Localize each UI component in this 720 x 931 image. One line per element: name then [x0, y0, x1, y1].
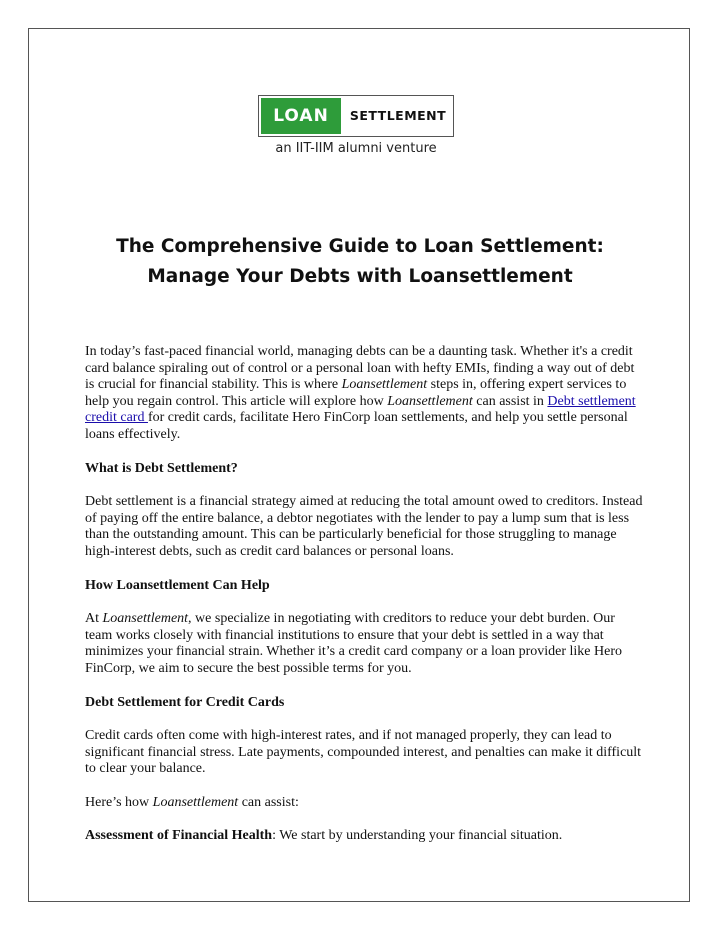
assist-paragraph — [85, 795, 645, 812]
assist-text-1: Here’s how — [85, 794, 153, 810]
logo-loan-text: LOAN — [261, 98, 341, 134]
section2-text-1: At — [85, 611, 103, 627]
intro-text-1: In today’s fast-paced financial world, managing debts can be a daunting task. Whether it's a credit card balance spiraling out of control or a personal loan with hefty EMIs, finding a way out of debt is crucial for financial stability. This is where — [85, 344, 635, 393]
article-body — [85, 344, 645, 862]
debt-settlement-credit-card-link[interactable]: Debt settlement credit card — [85, 393, 636, 426]
assessment-label: Assessment of Financial Health — [85, 828, 273, 844]
intro-paragraph — [85, 344, 645, 444]
logo-settlement-text: SETTLEMENT — [349, 108, 447, 123]
logo-box — [258, 95, 454, 137]
assessment-paragraph — [85, 828, 645, 845]
assist-text-2: can assist: — [238, 794, 299, 810]
intro-brand-2: Loansettlement — [387, 393, 473, 409]
loan-settlement-logo — [258, 95, 454, 161]
section-heading-how-loansettlement-can-help: How Loansettlement Can Help — [85, 577, 270, 593]
section-paragraph-how-loansettlement-can-help — [85, 611, 645, 677]
section-paragraph-what-is-debt-settlement: Debt settlement is a financial strategy aimed at reducing the total amount owed to creditors. Instead of paying off the entire balance, a debtor negotiates with the lender to pay a lump sum that is less than the outstanding amount. This can be particularly beneficial for those struggling to manage high-interest debts, such as credit card balances or personal loans. — [85, 494, 643, 559]
assist-brand: Loansettlement — [152, 794, 239, 810]
intro-text-3: can assist in — [472, 393, 548, 409]
section2-brand: Loansettlement — [102, 611, 189, 627]
section-heading-debt-settlement-credit-cards: Debt Settlement for Credit Cards — [85, 694, 285, 710]
intro-text-2: steps in, offering expert services to help you regain control. This article will explore how — [85, 377, 627, 409]
logo-tagline: an IIT-IIM alumni venture — [275, 141, 437, 156]
page-title: The Comprehensive Guide to Loan Settlement: Manage Your Debts with Loansettlement — [116, 236, 604, 287]
section2-text-2: , we specialize in negotiating with creditors to reduce your debt burden. Our team works closely with financial institutions to ensure that your debt is settled in a way that minimizes your financial strain. Whether it’s a credit card company or a loan provider like Hero FinCorp, we aim to secure the best possible terms for you. — [85, 611, 622, 676]
intro-brand-1: Loansettlement — [341, 377, 428, 393]
section-heading-what-is-debt-settlement: What is Debt Settlement? — [85, 460, 238, 476]
intro-text-4: for credit cards, facilitate Hero FinCorp loan settlements, and help you settle personal loans effectively. — [85, 410, 628, 442]
assessment-text: : We start by understanding your financial situation. — [272, 828, 563, 844]
section-paragraph-debt-settlement-credit-cards: Credit cards often come with high-interest rates, and if not managed properly, they can lead to significant financial stress. Late payments, compounded interest, and penalties can make it difficult to clear your balance. — [85, 728, 642, 777]
